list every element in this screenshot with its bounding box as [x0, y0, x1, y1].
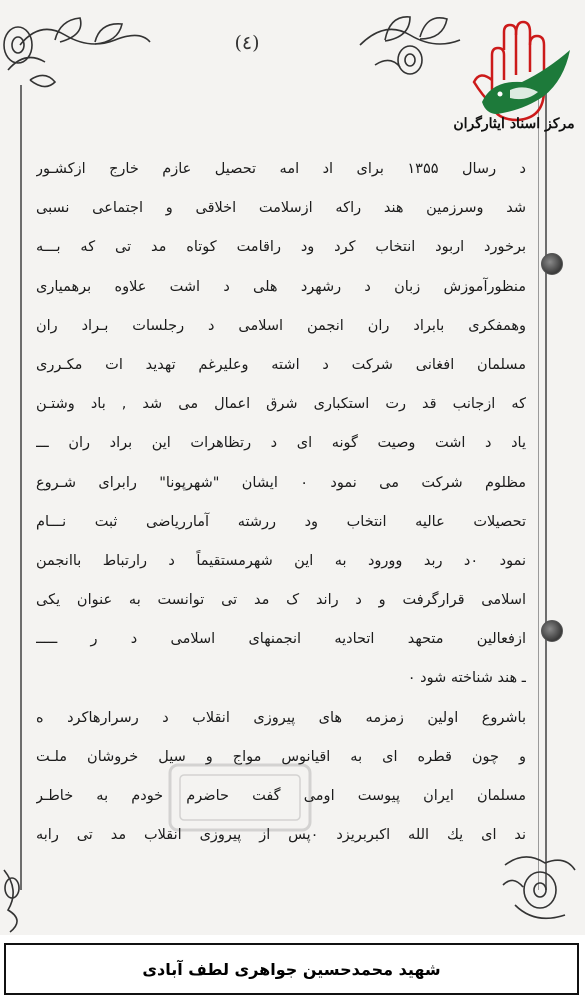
- text-line: ازفعالین متحهد اتحادیه انجمنهای اسلامی د ر ـــــ: [36, 631, 526, 648]
- text-line: نمود ٠د ربد وورود به این شهرمستقیماً د رارتباط باانجمن: [36, 552, 526, 569]
- caption-box: [4, 943, 579, 995]
- text-line: وهمفکری بابراد ران انجمن اسلامی د رجلسات بـراد ران: [36, 317, 526, 334]
- text-line: مسلمان افغانی شرکت د اشته وعلیرغم تهدید ات مکـرری: [36, 356, 526, 373]
- text-line: ند ای یك الله اکبربریزد ٠پس از پیروزی انقلاب مد تی رابه: [36, 827, 526, 844]
- text-line: که ازجانب قد رت استکباری شرق اعمال می شد , باد وشتـن: [36, 396, 526, 413]
- text-line: و چون قطره ای به اقیانوس مواج و سیل خروشان ملـت: [36, 748, 526, 765]
- text-line: باشروع اولین زمزمه های پیروزی انقلاب د رسرارهاکرد ه: [36, 709, 526, 726]
- text-line: مظلوم شرکت می نمود ٠ ایشان "شهرپونا" رابرای شـروع: [36, 474, 526, 491]
- text-line: یاد د اشت وصیت گونه ای د رتظاهرات این براد ران ـــ: [36, 435, 526, 452]
- floral-ornament-bottom-right-icon: [495, 845, 580, 935]
- logo-caption: مرکز اسناد ایثارگران: [453, 116, 575, 132]
- floral-ornament-bottom-left-icon: [0, 860, 40, 935]
- caption-text: شهید محمدحسین جواهری لطف آبادی: [142, 959, 441, 979]
- text-line: د رسال ۱۳۵۵ برای اد امه تحصیل عازم خارج ازکشـور: [36, 161, 526, 177]
- document-body-text: [36, 150, 526, 855]
- text-line: اسلامی قرارگرفت و د راند ک مد تی توانست به عنوان یکی: [36, 592, 526, 609]
- text-line: شد وسرزمین هند راکه ازسلامت اخلاقی و اجتماعی نسبی: [36, 200, 526, 217]
- page-number: (٤): [234, 32, 260, 54]
- text-line: مسلمان ایران پیوست اومی گفت حاضرم خودم به خاطـر: [36, 788, 526, 804]
- binder-hole: [541, 620, 563, 642]
- binder-hole: [541, 253, 563, 275]
- text-line: برخورد اربود انتخاب کرد ود راقامت کوتاه مد تی که بـــه: [36, 239, 526, 256]
- text-line: ـ هند شناخته شود ٠: [407, 670, 526, 687]
- text-line: تحصیلات عالیه انتخاب ود ررشته آمارریاضی ثبت نـــام: [36, 513, 526, 530]
- floral-ornament-top-left-icon: [0, 0, 160, 100]
- text-line: منظورآموزش زبان د رشهرد هلی د اشت علاوه برهمیاری: [36, 278, 526, 295]
- floral-ornament-top-right-icon: [355, 5, 465, 85]
